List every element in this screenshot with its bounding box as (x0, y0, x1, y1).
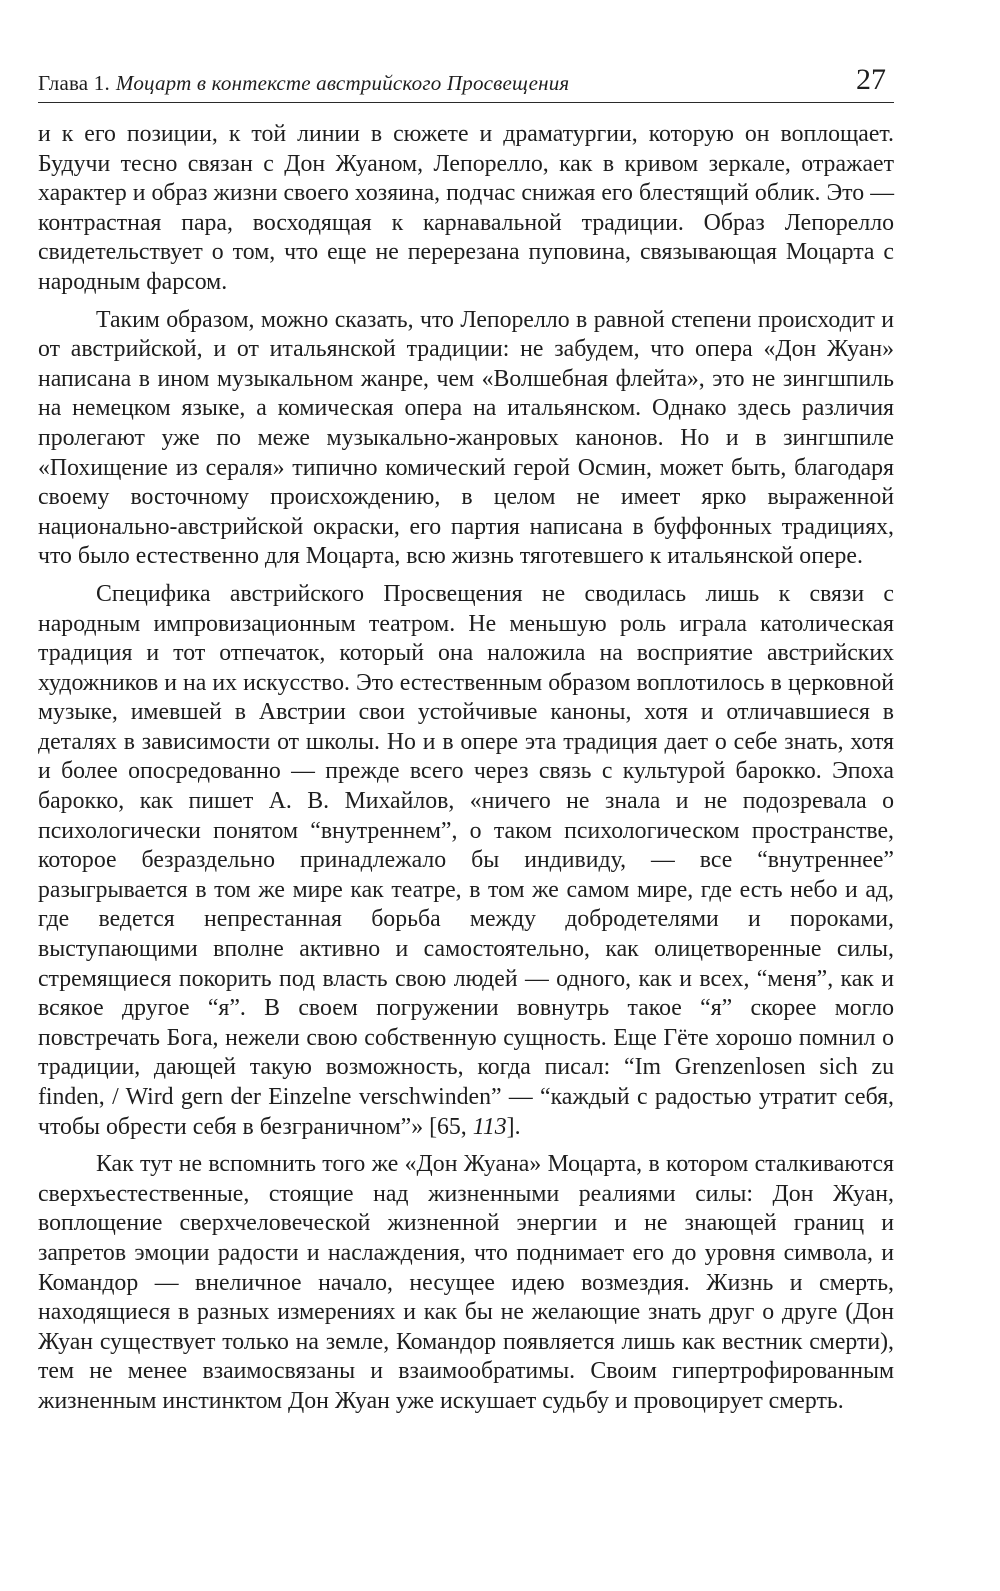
running-head (38, 62, 894, 103)
paragraph-3-text: Специфика австрийского Просвещения не сводилась лишь к связи с народным импровизационным театром. Не меньшую роль играла католическая традиция и тот отпечаток, который она наложила на восприятие австрийских художников и на их искусство. Это естественным образом воплотилось в церковной музыке, имевшей в Австрии свои устойчивые каноны, хотя и отличавшиеся в деталях в зависимости от школы. Но и в опере эта традиция дает о себе знать, хотя и более опосредованно — прежде всего через связь с культурой барокко. Эпоха барокко, как пишет А. В. Михайлов, «ничего не знала и не подозревала о психологически понятом “внутреннем”, о таком психологическом пространстве, которое безраздельно принадлежало бы индивиду, — все “внутреннее” разыгрывается в том же мире как театре, в том же самом мире, где есть небо и ад, где ведется непрестанная борьба между добродетелями и пороками, выступающими вполне активно и самостоятельно, как олицетворенные силы, стремящиеся покорить под власть свою людей — одного, как и всех, “меня”, как и всякое другое “я”. В своем погружении вовнутрь такое “я” скорее могло повстречать Бога, нежели свою собственную сущность. Еще Гёте хорошо помнил о традиции, дающей такую возможность, когда писал: “Im Grenzenlosen sich zu finden, / Wird gern der Einzelne verschwinden” — “каждый с радостью утратит себя, чтобы обрести себя в безграничном”» [65, (38, 580, 894, 1140)
paragraph-3-tail: ]. (506, 1113, 521, 1140)
chapter-label: Глава 1. (38, 71, 110, 95)
paragraph-4: Как тут не вспомнить того же «Дон Жуана» Моцарта, в котором сталкиваются сверхъестественные, стоящие над жизненными реалиями силы: Дон Жуан, воплощение сверхчеловеческой жизненной энергии и не знающей границ и запретов эмоции радости и наслаждения, что поднимает его до уровня символа, и Командор — внеличное начало, несущее идею возмездия. Жизнь и смерть, находящиеся в разных измерениях и как бы не желающие знать друг о друге (Дон Жуан существует только на земле, Командор появляется лишь как вестник смерти), тем не менее взаимосвязаны и взаимообратимы. Своим гипертрофированным жизненным инстинктом Дон Жуан уже искушает судьбу и провоцирует смерть. (38, 1151, 894, 1414)
paragraph-3 (38, 580, 894, 1142)
page-number: 27 (856, 63, 886, 96)
chapter-title: Моцарт в контексте австрийского Просвещения (115, 71, 570, 95)
paragraph-2: Таким образом, можно сказать, что Лепорелло в равной степени происходит и от австрийской, и от итальянской традиции: не забудем, что опера «Дон Жуан» написана в ином музыкальном жанре, чем «Волшебная флейта», это не зингшпиль на немецком языке, а комическая опера на итальянском. Однако здесь различия пролегают уже по меже музыкально-жанровых канонов. Но и в зингшпиле «Похищение из сераля» типично комический герой Осмин, может быть, благодаря своему восточному происхождению, в целом не имеет ярко выраженной национально-австрийской окраски, его партия написана в буффонных традициях, что было естественно для Моцарта, всю жизнь тяготевшего к итальянской опере. (38, 306, 894, 570)
citation-page: 113 (472, 1113, 507, 1140)
body-text (38, 120, 894, 1425)
chapter-heading (38, 71, 569, 96)
paragraph-1: и к его позиции, к той линии в сюжете и драматургии, которую он воплощает. Будучи тесно связан с Дон Жуаном, Лепорелло, как в кривом зеркале, отражает характер и образ жизни своего хозяина, подчас снижая его блестящий облик. Это — контрастная пара, восходящая к карнавальной традиции. Образ Лепорелло свидетельствует о том, что еще не перерезана пуповина, связывающая Моцарта с народным фарсом. (38, 121, 894, 295)
